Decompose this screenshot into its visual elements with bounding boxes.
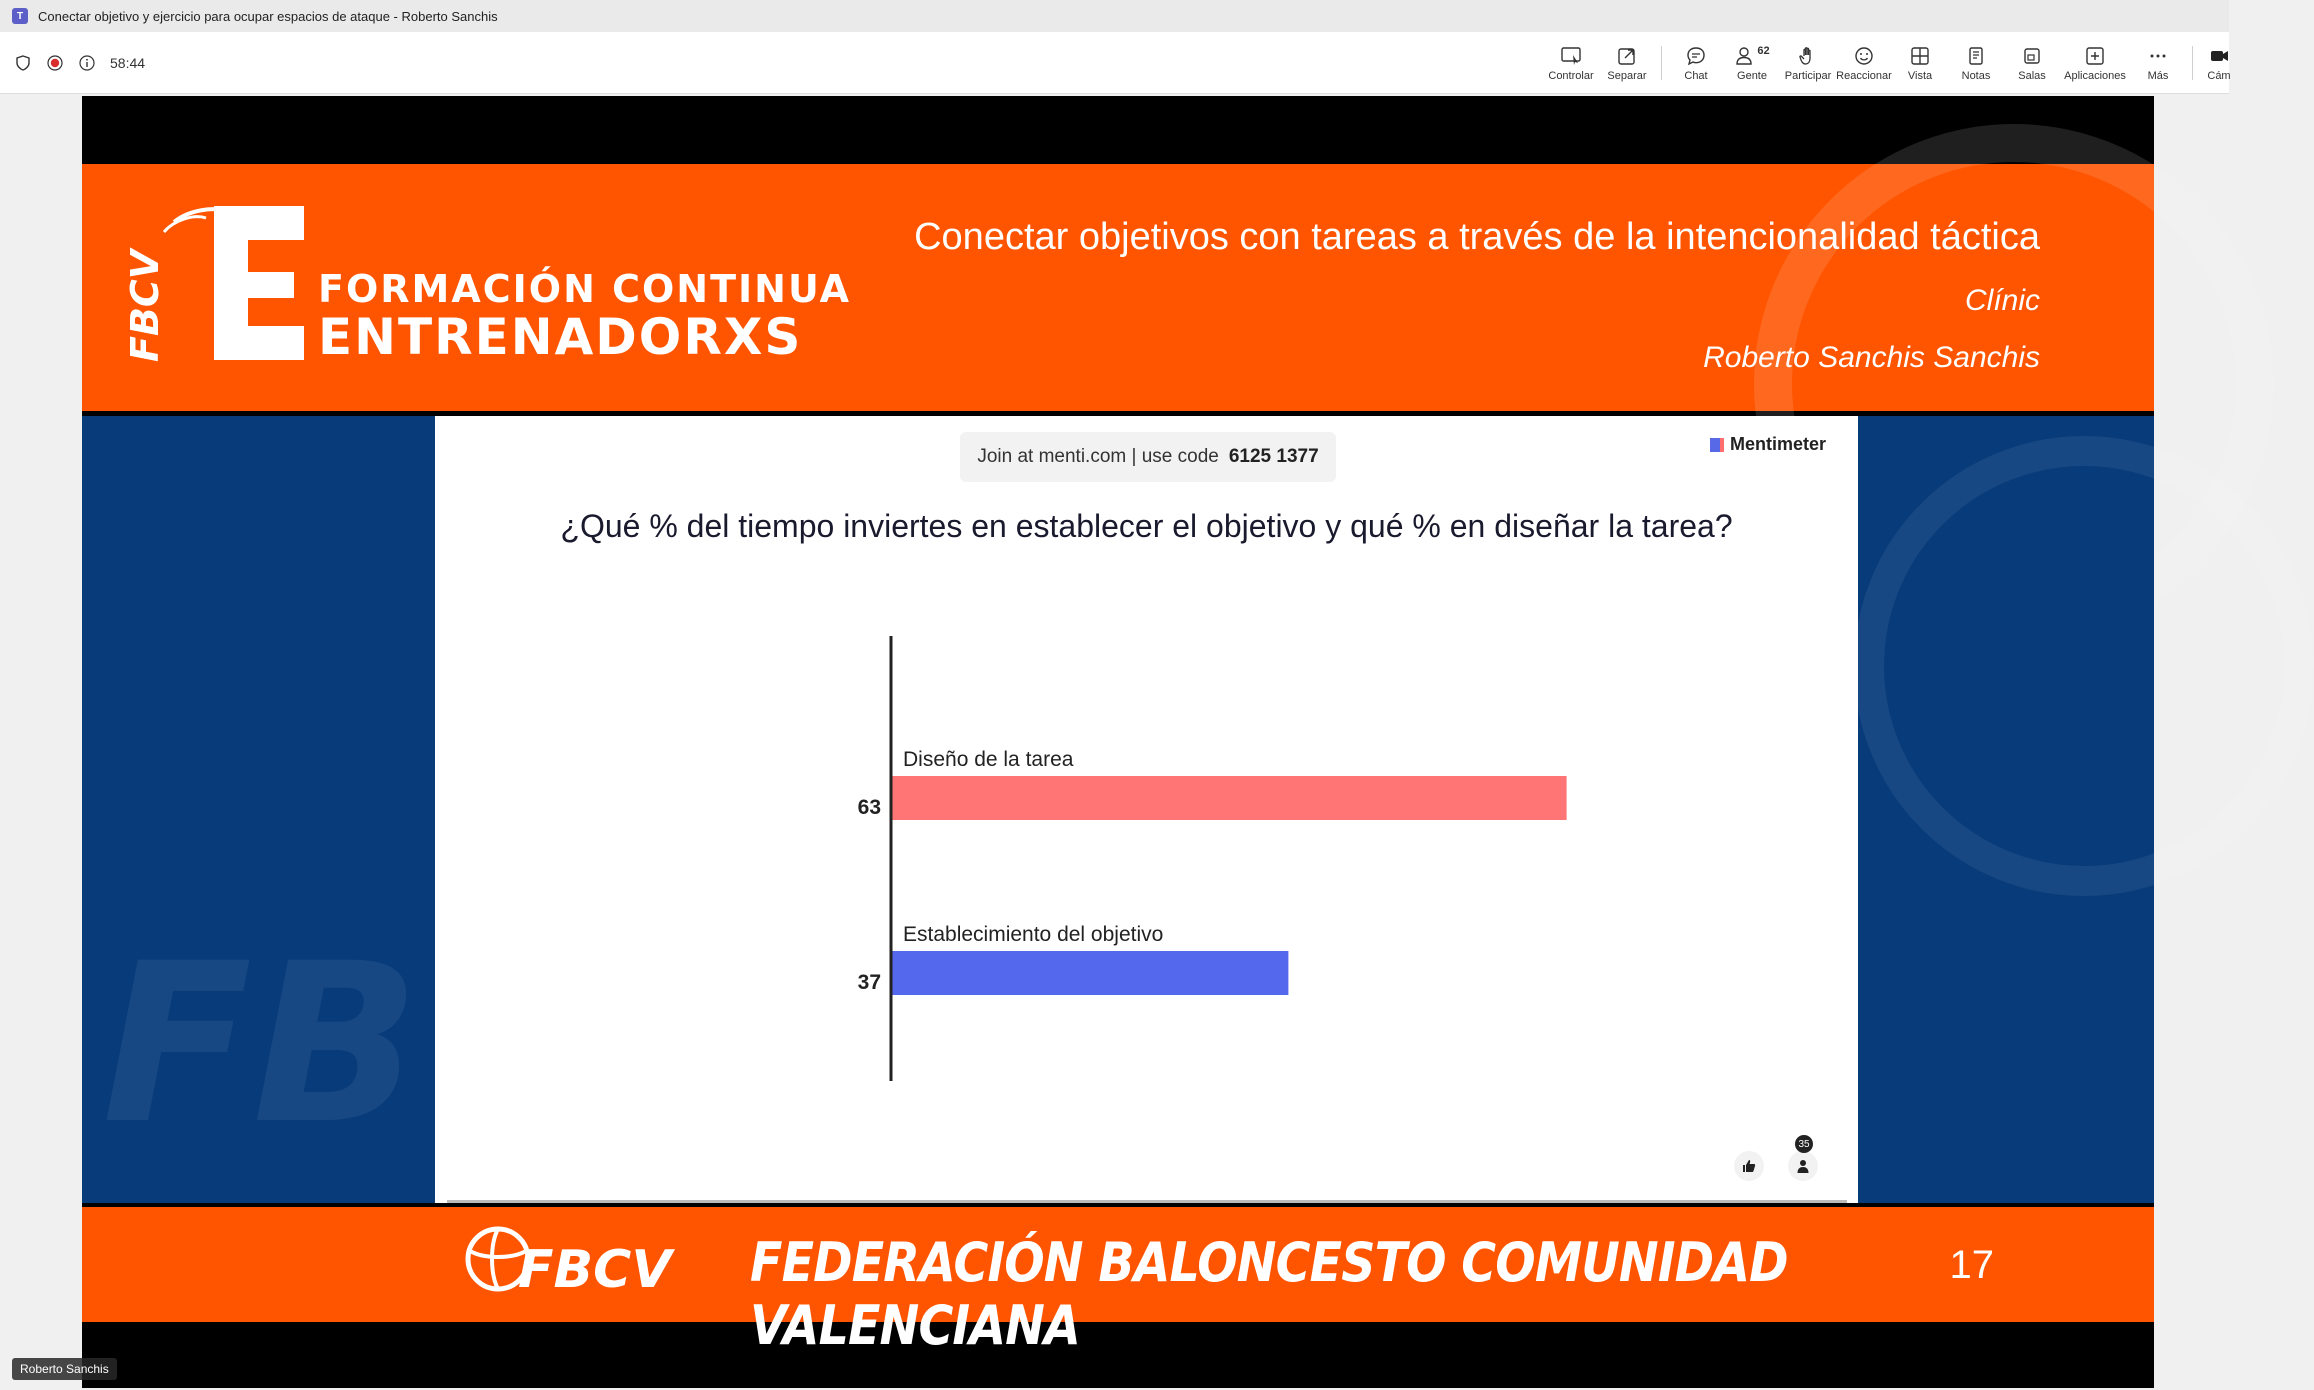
results-bar-chart — [435, 416, 1858, 1203]
bar-1 — [893, 951, 1289, 995]
people-count: 62 — [1757, 44, 1770, 57]
bar-category-label: Diseño de la tarea — [903, 748, 1074, 771]
smile-icon — [1853, 45, 1875, 67]
person-icon — [1795, 1158, 1811, 1174]
slide-body — [82, 416, 2154, 1203]
notas-button[interactable]: Notas — [1948, 32, 2004, 94]
aplicaciones-button[interactable]: Aplicaciones — [2060, 32, 2130, 94]
controlar-button[interactable]: Controlar — [1543, 32, 1599, 94]
participar-button[interactable]: Participar — [1780, 32, 1836, 94]
bar-category-label: Establecimiento del objetivo — [903, 923, 1164, 946]
salas-button[interactable]: Salas — [2004, 32, 2060, 94]
toolbar-right — [1543, 32, 2239, 94]
window-titlebar — [0, 0, 2229, 32]
fbcv-footer-logo — [454, 1219, 694, 1309]
notes-icon — [1965, 45, 1987, 67]
meeting-timer: 58:44 — [110, 55, 146, 71]
meeting-toolbar — [0, 32, 2229, 94]
shield-icon[interactable] — [14, 54, 32, 72]
participants-count: 35 — [1795, 1135, 1813, 1153]
plus-icon — [2084, 45, 2106, 67]
chat-button[interactable]: Chat — [1668, 32, 1724, 94]
bar-0 — [893, 776, 1567, 820]
basketball-decoration — [1854, 436, 2314, 896]
thumbs-up-icon — [1741, 1158, 1757, 1174]
thumbs-up-button[interactable] — [1734, 1151, 1764, 1181]
fb-watermark: FB — [102, 916, 420, 1172]
brand-line-1: FORMACIÓN CONTINUA — [318, 267, 852, 311]
camera-icon — [2208, 45, 2230, 67]
toolbar-separator — [2192, 46, 2193, 80]
join-text: Join at menti.com | use code — [977, 446, 1219, 467]
join-code: 6125 1377 — [1228, 446, 1319, 467]
federation-name: FEDERACIÓN BALONCESTO COMUNIDAD VALENCIANA — [750, 1231, 1788, 1357]
raise-hand-icon — [1797, 45, 1819, 67]
vista-button[interactable]: Vista — [1892, 32, 1948, 94]
camara-button[interactable]: Cám — [2199, 32, 2239, 94]
menti-actions — [1734, 1138, 1818, 1181]
toolbar-separator — [1661, 46, 1662, 80]
slide-title: Conectar objetivos con tareas a través de la intencionalidad táctica — [914, 216, 2040, 258]
brand-line-2: ENTRENADORXS — [318, 308, 803, 366]
brand-text — [318, 267, 852, 366]
shared-screen — [82, 96, 2154, 1388]
fbcv-logo — [123, 202, 314, 366]
slide-header — [82, 164, 2154, 411]
info-icon[interactable] — [78, 54, 96, 72]
mentimeter-label: Mentimeter — [1729, 434, 1826, 454]
svg-text:FBCV: FBCV — [123, 249, 167, 362]
mentimeter-panel — [435, 416, 1858, 1203]
slide-subtitle: Clínic — [1964, 284, 2040, 317]
participant-name-tag: Roberto Sanchis — [12, 1358, 117, 1380]
rooms-icon — [2021, 45, 2043, 67]
separar-button[interactable]: Separar — [1599, 32, 1655, 94]
participants-button[interactable] — [1788, 1138, 1818, 1181]
bar-value-label: 37 — [857, 971, 881, 994]
reaccionar-button[interactable]: Reaccionar — [1836, 32, 1892, 94]
people-icon — [1734, 45, 1756, 67]
chat-icon — [1685, 45, 1707, 67]
bar-value-label: 63 — [857, 796, 881, 819]
slide-footer — [82, 1207, 2154, 1357]
gente-button[interactable]: 62 Gente — [1724, 32, 1780, 94]
svg-text:FBCV: FBCV — [518, 1240, 672, 1300]
menti-footer-divider — [447, 1200, 1847, 1203]
popout-icon — [1616, 45, 1638, 67]
more-icon — [2147, 45, 2169, 67]
mas-button[interactable]: Más — [2130, 32, 2186, 94]
recording-icon[interactable] — [46, 54, 64, 72]
grid-icon — [1909, 45, 1931, 67]
teams-app-icon: T — [12, 8, 28, 24]
window-title: Conectar objetivo y ejercicio para ocupar espacios de ataque - Roberto Sanchis — [38, 8, 498, 24]
poll-question: ¿Qué % del tiempo inviertes en establecer el objetivo y qué % en diseñar la tarea? — [560, 508, 1733, 544]
slide-presenter: Roberto Sanchis Sanchis — [1703, 341, 2040, 374]
slide-page-number: 17 — [1949, 1243, 1994, 1287]
toolbar-left — [14, 32, 145, 94]
control-icon — [1560, 45, 1582, 67]
